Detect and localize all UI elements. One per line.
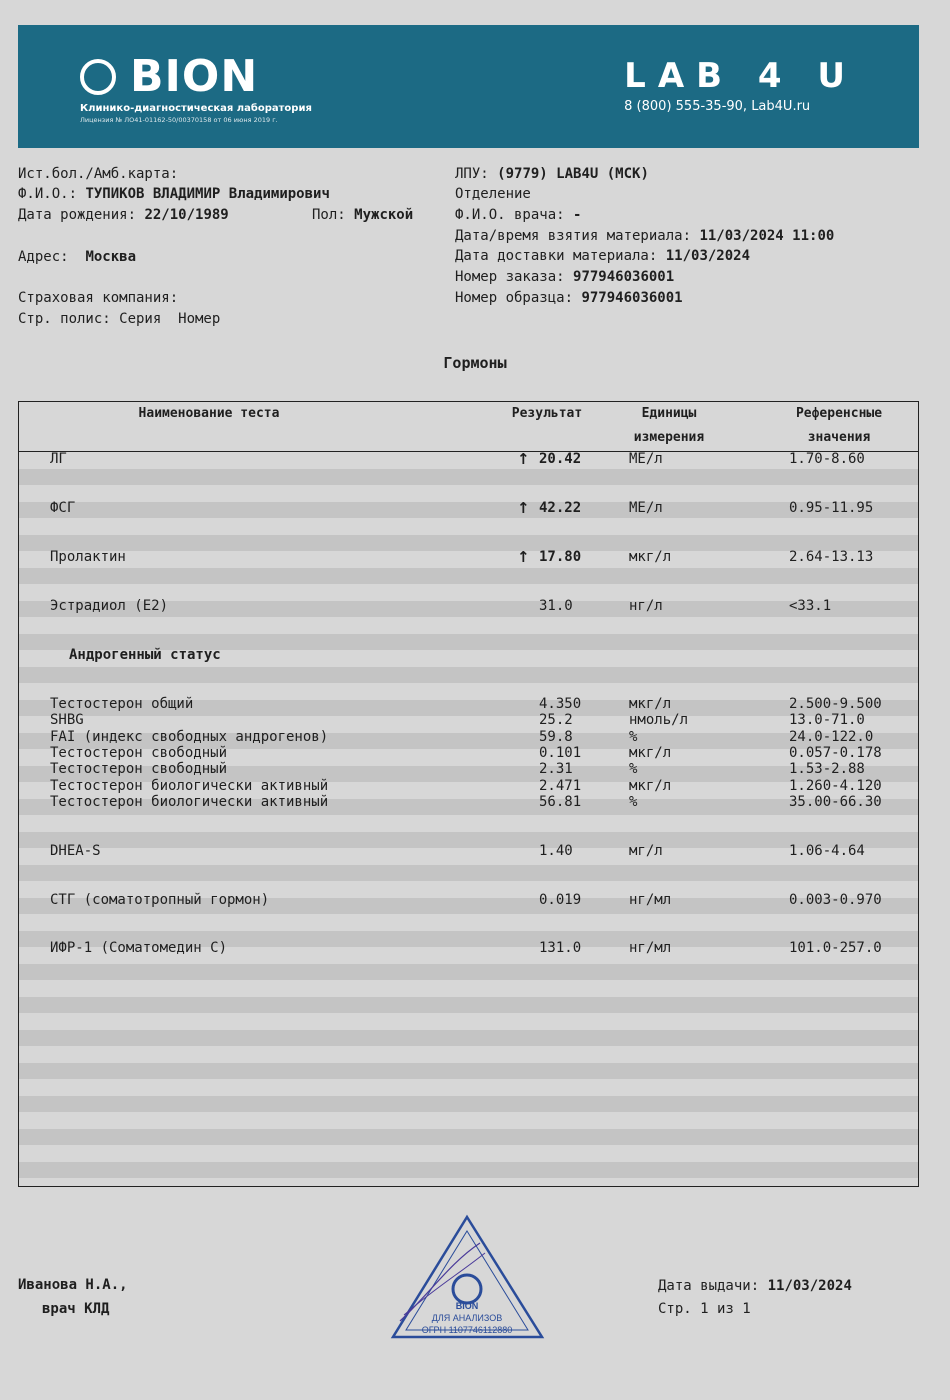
sex-label: Пол:	[312, 207, 346, 223]
test-units: мкг/л	[629, 778, 672, 794]
sex-row	[312, 206, 413, 224]
results-table	[18, 401, 919, 1187]
fio-value: ТУПИКОВ ВЛАДИМИР Владимирович	[85, 186, 330, 202]
doctor-label: Ф.И.О. врача:	[455, 207, 565, 223]
test-name: СТГ (соматотропный гормон)	[50, 892, 270, 908]
test-units: мг/л	[629, 843, 663, 859]
table-stripe	[19, 1096, 918, 1112]
test-result: 0.101	[539, 745, 582, 761]
test-reference: 1.06-4.64	[789, 843, 865, 859]
test-result: 17.80	[539, 549, 582, 565]
header-ref-2: значения	[807, 430, 871, 445]
test-reference: 0.057-0.178	[789, 745, 882, 761]
sample-row	[455, 289, 683, 307]
dob-label: Дата рождения:	[18, 207, 137, 223]
test-result: 2.471	[539, 778, 582, 794]
stamp-brand: BION	[455, 1301, 479, 1311]
dob-value: 22/10/1989	[144, 207, 229, 223]
table-stripe	[19, 1129, 918, 1145]
test-name: FAI (индекс свободных андрогенов)	[50, 729, 329, 745]
test-units: %	[629, 761, 638, 777]
lab-stamp	[390, 1213, 545, 1343]
test-name: SHBG	[50, 712, 84, 728]
table-stripe	[19, 535, 918, 551]
test-result: 2.31	[539, 761, 573, 777]
issue-value: 11/03/2024	[767, 1278, 852, 1294]
test-units: мкг/л	[629, 696, 672, 712]
test-name: Тестостерон биологически активный	[50, 794, 329, 810]
test-result: 1.40	[539, 843, 573, 859]
test-units: мкг/л	[629, 745, 672, 761]
test-result: 0.019	[539, 892, 582, 908]
high-arrow-icon: ↑	[517, 499, 530, 517]
bion-subtitle: Клинико-диагностическая лаборатория	[80, 103, 312, 114]
address-row	[18, 248, 136, 266]
test-reference: <33.1	[789, 598, 832, 614]
test-units: %	[629, 794, 638, 810]
table-stripe	[19, 964, 918, 980]
test-reference: 35.00-66.30	[789, 794, 882, 810]
address-label: Адрес:	[18, 249, 69, 265]
lab4u-phone: 8 (800) 555-35-90, Lab4U.ru	[624, 99, 811, 114]
bion-name: BION	[130, 51, 259, 102]
lpu-row	[455, 165, 649, 183]
sample-value: 977946036001	[581, 290, 683, 306]
stamp-line: ДЛЯ АНАЛИЗОВ	[431, 1313, 503, 1323]
test-units: нг/мл	[629, 892, 672, 908]
sex-value: Мужской	[354, 207, 414, 223]
header-units-2: измерения	[633, 430, 705, 445]
header-banner	[18, 25, 919, 148]
test-units: %	[629, 729, 638, 745]
taken-value: 11/03/2024 11:00	[699, 228, 835, 244]
lab4u-logo	[624, 57, 857, 114]
test-reference: 1.53-2.88	[789, 761, 865, 777]
test-name: DHEA-S	[50, 843, 101, 859]
test-units: мкг/л	[629, 549, 672, 565]
table-stripe	[19, 1162, 918, 1178]
test-name: Тестостерон общий	[50, 696, 194, 712]
test-units: МЕ/л	[629, 451, 663, 467]
table-stripe	[19, 502, 918, 518]
test-units: МЕ/л	[629, 500, 663, 516]
section-title: Гормоны	[443, 354, 507, 372]
test-result: 31.0	[539, 598, 573, 614]
delivery-label: Дата доставки материала:	[455, 248, 658, 264]
bion-license: Лицензия № ЛО41-01162-50/00370158 от 06 июня 2019 г.	[80, 116, 278, 124]
table-stripe	[19, 865, 918, 881]
table-stripe	[19, 469, 918, 485]
signer-name: Иванова Н.А.,	[18, 1277, 128, 1293]
test-name: Тестостерон биологически активный	[50, 778, 329, 794]
header-units-1: Единицы	[641, 406, 697, 421]
table-stripe	[19, 1030, 918, 1046]
test-result: 59.8	[539, 729, 573, 745]
test-result: 131.0	[539, 940, 582, 956]
delivery-row	[455, 247, 750, 265]
signer-title: врач КЛД	[42, 1301, 110, 1317]
test-result: 56.81	[539, 794, 582, 810]
header-result: Результат	[511, 406, 583, 421]
doctor-value: -	[573, 207, 582, 223]
lpu-value: (9779) LAB4U (МСК)	[497, 166, 649, 182]
high-arrow-icon: ↑	[517, 450, 530, 468]
test-name: ФСГ	[50, 500, 76, 516]
table-stripe	[19, 997, 918, 1013]
doctor-row	[455, 206, 581, 224]
test-name: ИФР-1 (Соматомедин С)	[50, 940, 228, 956]
table-stripe	[19, 568, 918, 584]
test-result: 20.42	[539, 451, 582, 467]
test-name: Эстрадиол (Е2)	[50, 598, 169, 614]
test-reference: 0.003-0.970	[789, 892, 882, 908]
test-reference: 0.95-11.95	[789, 500, 874, 516]
order-row	[455, 268, 674, 286]
address-value: Москва	[85, 249, 137, 265]
order-value: 977946036001	[573, 269, 675, 285]
test-name: ЛГ	[50, 451, 67, 467]
test-reference: 1.70-8.60	[789, 451, 865, 467]
taken-row	[455, 227, 834, 245]
test-units: нг/л	[629, 598, 663, 614]
bion-ring-icon	[80, 59, 116, 95]
department-label: Отделение	[455, 186, 531, 202]
test-reference: 2.500-9.500	[789, 696, 882, 712]
stamp-ogrn: ОГРН 1107746112880	[421, 1325, 513, 1335]
card-label: Ист.бол./Амб.карта:	[18, 166, 179, 182]
fio-row	[18, 185, 330, 203]
sample-label: Номер образца:	[455, 290, 574, 306]
table-stripe	[19, 1063, 918, 1079]
test-name: Пролактин	[50, 549, 126, 565]
lab4u-name: LAB 4 U	[624, 56, 857, 96]
test-name: Тестостерон свободный	[50, 761, 228, 777]
order-label: Номер заказа:	[455, 269, 565, 285]
fio-label: Ф.И.О.:	[18, 186, 78, 202]
header-ref-1: Референсные	[795, 406, 883, 421]
page-number: Стр. 1 из 1	[658, 1301, 751, 1317]
test-result: 42.22	[539, 500, 582, 516]
taken-label: Дата/время взятия материала:	[455, 228, 692, 244]
dob-row	[18, 206, 229, 224]
test-reference: 13.0-71.0	[789, 712, 865, 728]
test-reference: 101.0-257.0	[789, 940, 882, 956]
test-result: 4.350	[539, 696, 582, 712]
test-reference: 24.0-122.0	[789, 729, 874, 745]
table-stripe	[19, 667, 918, 683]
table-header	[19, 402, 918, 452]
test-result: 25.2	[539, 712, 573, 728]
bion-logo	[80, 51, 312, 124]
test-name: Тестостерон свободный	[50, 745, 228, 761]
test-reference: 2.64-13.13	[789, 549, 874, 565]
policy-label: Стр. полис: Серия Номер	[18, 311, 221, 327]
test-units: нмоль/л	[629, 712, 689, 728]
high-arrow-icon: ↑	[517, 548, 530, 566]
lpu-label: ЛПУ:	[455, 166, 489, 182]
test-reference: 1.260-4.120	[789, 778, 882, 794]
table-stripe	[19, 832, 918, 848]
header-test-name: Наименование теста	[138, 406, 280, 421]
delivery-value: 11/03/2024	[665, 248, 751, 264]
issue-row	[658, 1277, 852, 1295]
insurance-label: Страховая компания:	[18, 290, 179, 306]
issue-label: Дата выдачи:	[658, 1278, 760, 1294]
group-title: Андрогенный статус	[69, 647, 221, 663]
test-units: нг/мл	[629, 940, 672, 956]
